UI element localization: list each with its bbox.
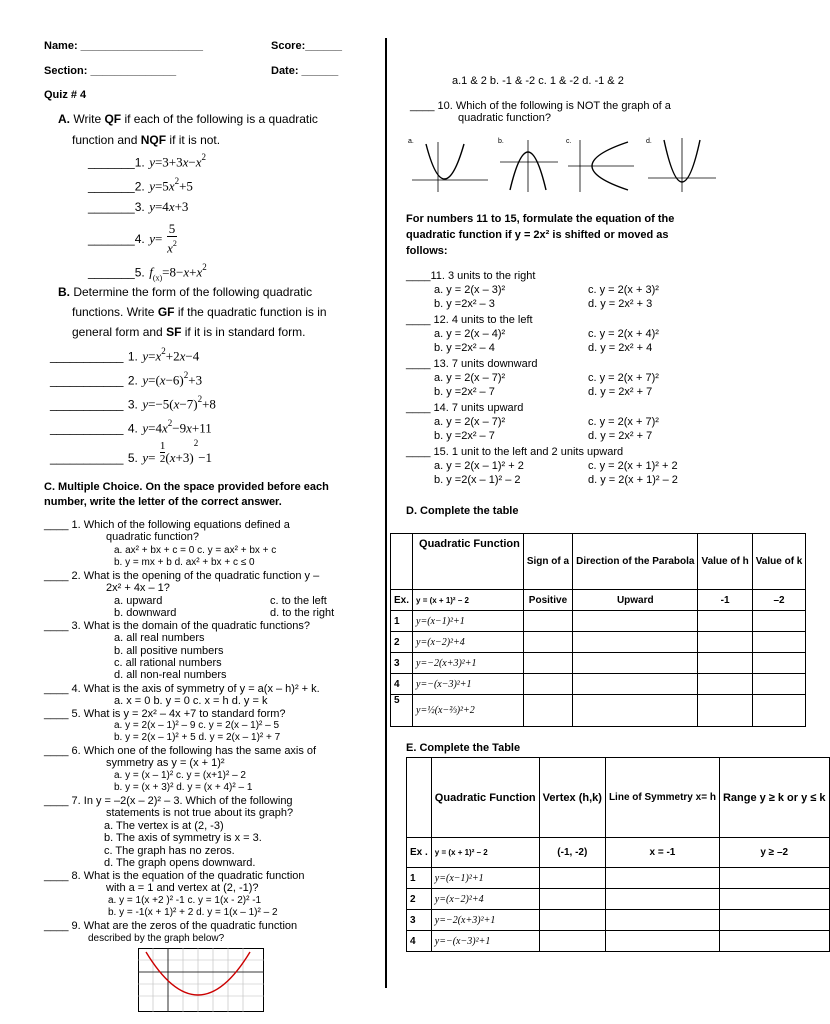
part-b-item-4: ___________ 4. $y=4x^2-9x+11$ bbox=[50, 418, 212, 436]
question-14-choice-a: a. y = 2(x – 7)² bbox=[434, 416, 506, 428]
question-5-choices-bd: b. y = 2(x – 1)² + 5 d. y = 2(x – 1)² + 7 bbox=[114, 732, 281, 743]
answer-cell[interactable] bbox=[573, 674, 698, 695]
part-b-instruction-line2: functions. Write GF if the quadratic function is in bbox=[72, 305, 327, 319]
question-1-choices-bd: b. y = mx + b d. ax² + bx + c ≤ 0 bbox=[114, 557, 255, 568]
question-4: ____ 4. What is the axis of symmetry of y = a(x – h)² + k. bbox=[44, 683, 320, 695]
part-b-item-1: ___________ 1. $y=x^2+2x-4$ bbox=[50, 346, 200, 364]
graph-a bbox=[408, 134, 490, 194]
question-11-choice-c: c. y = 2(x + 3)² bbox=[588, 284, 659, 296]
section-field[interactable]: Section: ______________ bbox=[44, 65, 177, 77]
shift-intro-line1: For numbers 11 to 15, formulate the equation of the bbox=[406, 213, 675, 225]
answer-cell[interactable] bbox=[605, 868, 719, 889]
graph-d bbox=[646, 134, 718, 194]
answer-cell[interactable] bbox=[752, 632, 806, 653]
table-e-header-vertex: Vertex (h,k) bbox=[539, 758, 605, 838]
question-13-choice-d: d. y = 2x² + 7 bbox=[588, 386, 653, 398]
svg-text:a.: a. bbox=[408, 138, 414, 145]
answer-cell[interactable] bbox=[719, 931, 829, 952]
question-8-choices-bd: b. y = -1(x + 1)² + 2 d. y = 1(x – 1)² – 2 bbox=[108, 907, 278, 918]
answer-cell[interactable] bbox=[719, 889, 829, 910]
question-2-cont: 2x² + 4x – 1? bbox=[106, 582, 170, 594]
answer-blank[interactable]: _______ bbox=[88, 265, 135, 280]
score-field[interactable]: Score:______ bbox=[271, 40, 342, 52]
table-e-header-range: Range y ≥ k or y ≤ k bbox=[719, 758, 829, 838]
question-6-cont: symmetry as y = (x + 1)² bbox=[106, 757, 225, 769]
question-7-choice-c: c. The graph has no zeros. bbox=[104, 845, 235, 857]
question-6: ____ 6. Which one of the following has the same axis of bbox=[44, 745, 317, 757]
shift-intro-line3: follows: bbox=[406, 245, 448, 257]
question-3-choice-d: d. all non-real numbers bbox=[114, 669, 227, 681]
question-9-cont: described by the graph below? bbox=[88, 933, 225, 944]
answer-cell[interactable] bbox=[698, 632, 752, 653]
svg-text:d.: d. bbox=[646, 138, 652, 145]
question-9: ____ 9. What are the zeros of the quadratic function bbox=[44, 920, 298, 932]
answer-blank[interactable]: _______ bbox=[88, 155, 135, 170]
question-6-choices-ac: a. y = (x – 1)² c. y = (x+1)² – 2 bbox=[114, 770, 246, 781]
table-d-header-h: Value of h bbox=[698, 534, 752, 590]
part-a-instruction-line1: A. Write QF if each of the following is a quadratic bbox=[58, 112, 318, 126]
question-15-choice-b: b. y =2(x – 1)² – 2 bbox=[434, 474, 521, 486]
question-8: ____ 8. What is the equation of the quadratic function bbox=[44, 870, 305, 882]
part-c-title-line2: number, write the letter of the correct answer. bbox=[44, 496, 282, 508]
answer-cell[interactable] bbox=[719, 868, 829, 889]
part-b-instruction-line3: general form and SF if it is in standard form. bbox=[72, 325, 306, 339]
question-7: ____ 7. In y = –2(x – 2)² – 3. Which of the following bbox=[44, 795, 293, 807]
part-a-instruction-line2: function and NQF if it is not. bbox=[72, 133, 221, 147]
question-13-choice-c: c. y = 2(x + 7)² bbox=[588, 372, 659, 384]
answer-cell[interactable] bbox=[539, 931, 605, 952]
question-14-choice-b: b. y =2x² – 7 bbox=[434, 430, 495, 442]
question-2-choice-b: b. downward bbox=[114, 607, 177, 619]
question-7-cont: statements is not true about its graph? bbox=[106, 807, 294, 819]
question-1-cont: quadratic function? bbox=[106, 531, 199, 543]
question-11-choice-d: d. y = 2x² + 3 bbox=[588, 298, 653, 310]
quiz-title: Quiz # 4 bbox=[44, 89, 87, 101]
answer-blank[interactable]: ___________ bbox=[50, 451, 124, 466]
table-row: Ex . y = (x + 1)² – 2 (-1, -2) x = -1 y ≥ –2 bbox=[407, 838, 830, 868]
table-e-header-function: Quadratic Function bbox=[431, 758, 539, 838]
table-d-header-function: Quadratic Function bbox=[413, 534, 524, 590]
table-e-header-symmetry: Line of Symmetry x= h bbox=[605, 758, 719, 838]
question-15: ____ 15. 1 unit to the left and 2 units upward bbox=[406, 446, 624, 458]
question-7-choice-b: b. The axis of symmetry is x = 3. bbox=[104, 832, 262, 844]
svg-text:b.: b. bbox=[498, 138, 504, 145]
question-3-choice-b: b. all positive numbers bbox=[114, 645, 224, 657]
question-8-cont: with a = 1 and vertex at (2, -1)? bbox=[106, 882, 259, 894]
question-2-choice-a: a. upward bbox=[114, 595, 163, 607]
part-a-item-2: _______2. $y=5x^2+5$ bbox=[88, 176, 193, 194]
table-row: 1 y=(x−1)²+1 bbox=[407, 868, 830, 889]
table-e-title: E. Complete the Table bbox=[406, 742, 521, 754]
question-8-choices-ac: a. y = 1(x +2 )² -1 c. y = 1(x - 2)² -1 bbox=[108, 895, 262, 906]
answer-cell[interactable] bbox=[573, 611, 698, 632]
question-1: ____ 1. Which of the following equations defined a bbox=[44, 519, 290, 531]
part-a-item-3: _______3. y=4x+3 bbox=[88, 199, 189, 214]
answer-blank[interactable]: _______ bbox=[88, 179, 135, 194]
answer-blank[interactable]: ___________ bbox=[50, 421, 124, 436]
question-2-choice-d: d. to the right bbox=[270, 607, 335, 619]
answer-cell[interactable] bbox=[539, 889, 605, 910]
column-divider bbox=[385, 38, 387, 988]
answer-blank[interactable]: ___________ bbox=[50, 373, 124, 388]
name-field[interactable]: Name: ____________________ bbox=[44, 40, 204, 52]
question-13-choice-a: a. y = 2(x – 7)² bbox=[434, 372, 506, 384]
answer-cell[interactable] bbox=[605, 910, 719, 931]
question-13: ____ 13. 7 units downward bbox=[406, 358, 538, 370]
part-b-item-5: $_{\_\_\_\_\_\_\_\_\_\_\_}$ $_{5.}$ $_{y=}$ $\frac{1}{2}$ $_{(x+3)}^2_{-1}$ bbox=[50, 438, 213, 466]
answer-cell[interactable] bbox=[523, 653, 572, 674]
question-12-choice-b: b. y =2x² – 4 bbox=[434, 342, 495, 354]
graph-c bbox=[566, 134, 636, 194]
table-row: 3 y=−2(x+3)²+1 bbox=[407, 910, 830, 931]
question-5-choices-ac: a. y = 2(x – 1)² – 9 c. y = 2(x – 1)² – 5 bbox=[114, 720, 280, 731]
answer-cell[interactable] bbox=[752, 695, 806, 727]
part-b-item-2: ___________ 2. $y=(x-6)^2+3$ bbox=[50, 370, 203, 388]
question-3-choice-a: a. all real numbers bbox=[114, 632, 205, 644]
table-row: 4 y=−(x−3)²+1 bbox=[407, 931, 830, 952]
answer-cell[interactable] bbox=[523, 632, 572, 653]
answer-cell[interactable] bbox=[573, 632, 698, 653]
question-11-choice-b: b. y =2x² – 3 bbox=[434, 298, 495, 310]
answer-cell[interactable] bbox=[698, 611, 752, 632]
answer-cell[interactable] bbox=[752, 674, 806, 695]
answer-cell[interactable] bbox=[523, 695, 572, 727]
question-3: ____ 3. What is the domain of the quadratic functions? bbox=[44, 620, 310, 632]
question-14: ____ 14. 7 units upward bbox=[406, 402, 524, 414]
question-15-choice-c: c. y = 2(x + 1)² + 2 bbox=[588, 460, 678, 472]
question-12-choice-a: a. y = 2(x – 4)² bbox=[434, 328, 506, 340]
table-d-header-sign: Sign of a bbox=[523, 534, 572, 590]
question-15-choice-d: d. y = 2(x + 1)² – 2 bbox=[588, 474, 678, 486]
answer-cell[interactable] bbox=[523, 674, 572, 695]
table-d-header-k: Value of k bbox=[752, 534, 806, 590]
svg-text:c.: c. bbox=[566, 138, 572, 145]
answer-cell[interactable] bbox=[573, 695, 698, 727]
table-row: 1 y=(x−1)²+1 bbox=[391, 611, 806, 632]
question-12: ____ 12. 4 units to the left bbox=[406, 314, 533, 326]
question-11: ____11. 3 units to the right bbox=[406, 270, 536, 282]
question-10-cont: quadratic function? bbox=[458, 112, 551, 124]
answer-blank[interactable]: _______ bbox=[88, 200, 135, 214]
table-row: 4 y=−(x−3)²+1 bbox=[391, 674, 806, 695]
question-13-choice-b: b. y =2x² – 7 bbox=[434, 386, 495, 398]
answer-cell[interactable] bbox=[752, 653, 806, 674]
answer-cell[interactable] bbox=[752, 611, 806, 632]
table-e bbox=[406, 757, 830, 952]
part-b-instruction-line1: B. Determine the form of the following quadratic bbox=[58, 285, 313, 299]
question-3-choice-c: c. all rational numbers bbox=[114, 657, 222, 669]
table-d-title: D. Complete the table bbox=[406, 505, 519, 517]
answer-cell[interactable] bbox=[698, 674, 752, 695]
answer-cell[interactable] bbox=[539, 910, 605, 931]
answer-blank[interactable]: ___________ bbox=[50, 349, 124, 364]
part-c-title-line1: C. Multiple Choice. On the space provided before each bbox=[44, 481, 329, 493]
part-a-item-4: $_{\_\_\_\_\_\_\_4.}$ $_{y=}$ 5 $x^2$ bbox=[88, 221, 177, 256]
answer-blank[interactable]: _______ bbox=[88, 232, 135, 246]
question-14-choice-d: d. y = 2x² + 7 bbox=[588, 430, 653, 442]
answer-cell[interactable] bbox=[698, 695, 752, 727]
answer-cell[interactable] bbox=[719, 910, 829, 931]
question-2: ____ 2. What is the opening of the quadratic function y – bbox=[44, 570, 320, 582]
table-d-header-direction: Direction of the Parabola bbox=[573, 534, 698, 590]
table-row: Ex. y = (x + 1)² – 2 Positive Upward -1 –2 bbox=[391, 590, 806, 611]
table-row: 2 y=(x−2)²+4 bbox=[407, 889, 830, 910]
answer-cell[interactable] bbox=[539, 868, 605, 889]
question-15-choice-a: a. y = 2(x – 1)² + 2 bbox=[434, 460, 524, 472]
question-12-choice-c: c. y = 2(x + 4)² bbox=[588, 328, 659, 340]
part-b-item-3: ___________ 3. $y=-5(x-7)^2+8$ bbox=[50, 394, 216, 412]
answer-cell[interactable] bbox=[605, 889, 719, 910]
answer-cell[interactable] bbox=[698, 653, 752, 674]
question-10: ____ 10. Which of the following is NOT the graph of a bbox=[410, 100, 671, 112]
question-14-choice-c: c. y = 2(x + 7)² bbox=[588, 416, 659, 428]
question-6-choices-bd: b. y = (x + 3)² d. y = (x + 4)² – 1 bbox=[114, 782, 253, 793]
question-9-choices: a.1 & 2 b. -1 & -2 c. 1 & -2 d. -1 & 2 bbox=[452, 75, 624, 87]
answer-blank[interactable]: ___________ bbox=[50, 397, 124, 412]
shift-intro-line2: quadratic function if y = 2x² is shifted or moved as bbox=[406, 229, 669, 241]
answer-cell[interactable] bbox=[523, 611, 572, 632]
graph-b bbox=[498, 134, 560, 194]
question-7-choice-d: d. The graph opens downward. bbox=[104, 857, 256, 869]
question-7-choice-a: a. The vertex is at (2, -3) bbox=[104, 820, 224, 832]
table-row: 3 y=−2(x+3)²+1 bbox=[391, 653, 806, 674]
question-1-choices-ac: a. ax² + bx + c = 0 c. y = ax² + bx + c bbox=[114, 545, 277, 556]
answer-cell[interactable] bbox=[605, 931, 719, 952]
answer-cell[interactable] bbox=[573, 653, 698, 674]
question-12-choice-d: d. y = 2x² + 4 bbox=[588, 342, 653, 354]
table-row: 5 y=½(x−⅔)²+2 bbox=[391, 695, 806, 727]
part-a-item-5: _______5. $f_{(x)}=8-x+x^2$ bbox=[88, 262, 207, 283]
date-field[interactable]: Date: ______ bbox=[271, 65, 339, 77]
question-9-graph bbox=[138, 948, 264, 1012]
table-d bbox=[390, 533, 806, 727]
question-2-choice-c: c. to the left bbox=[270, 595, 327, 607]
question-5: ____ 5. What is y = 2x² – 4x +7 to standard form? bbox=[44, 708, 286, 720]
question-11-choice-a: a. y = 2(x – 3)² bbox=[434, 284, 506, 296]
table-row: 2 y=(x−2)²+4 bbox=[391, 632, 806, 653]
part-a-item-1: _______1. $y=3+3x-x^2$ bbox=[88, 152, 207, 170]
question-4-choices: a. x = 0 b. y = 0 c. x = h d. y = k bbox=[114, 695, 268, 707]
